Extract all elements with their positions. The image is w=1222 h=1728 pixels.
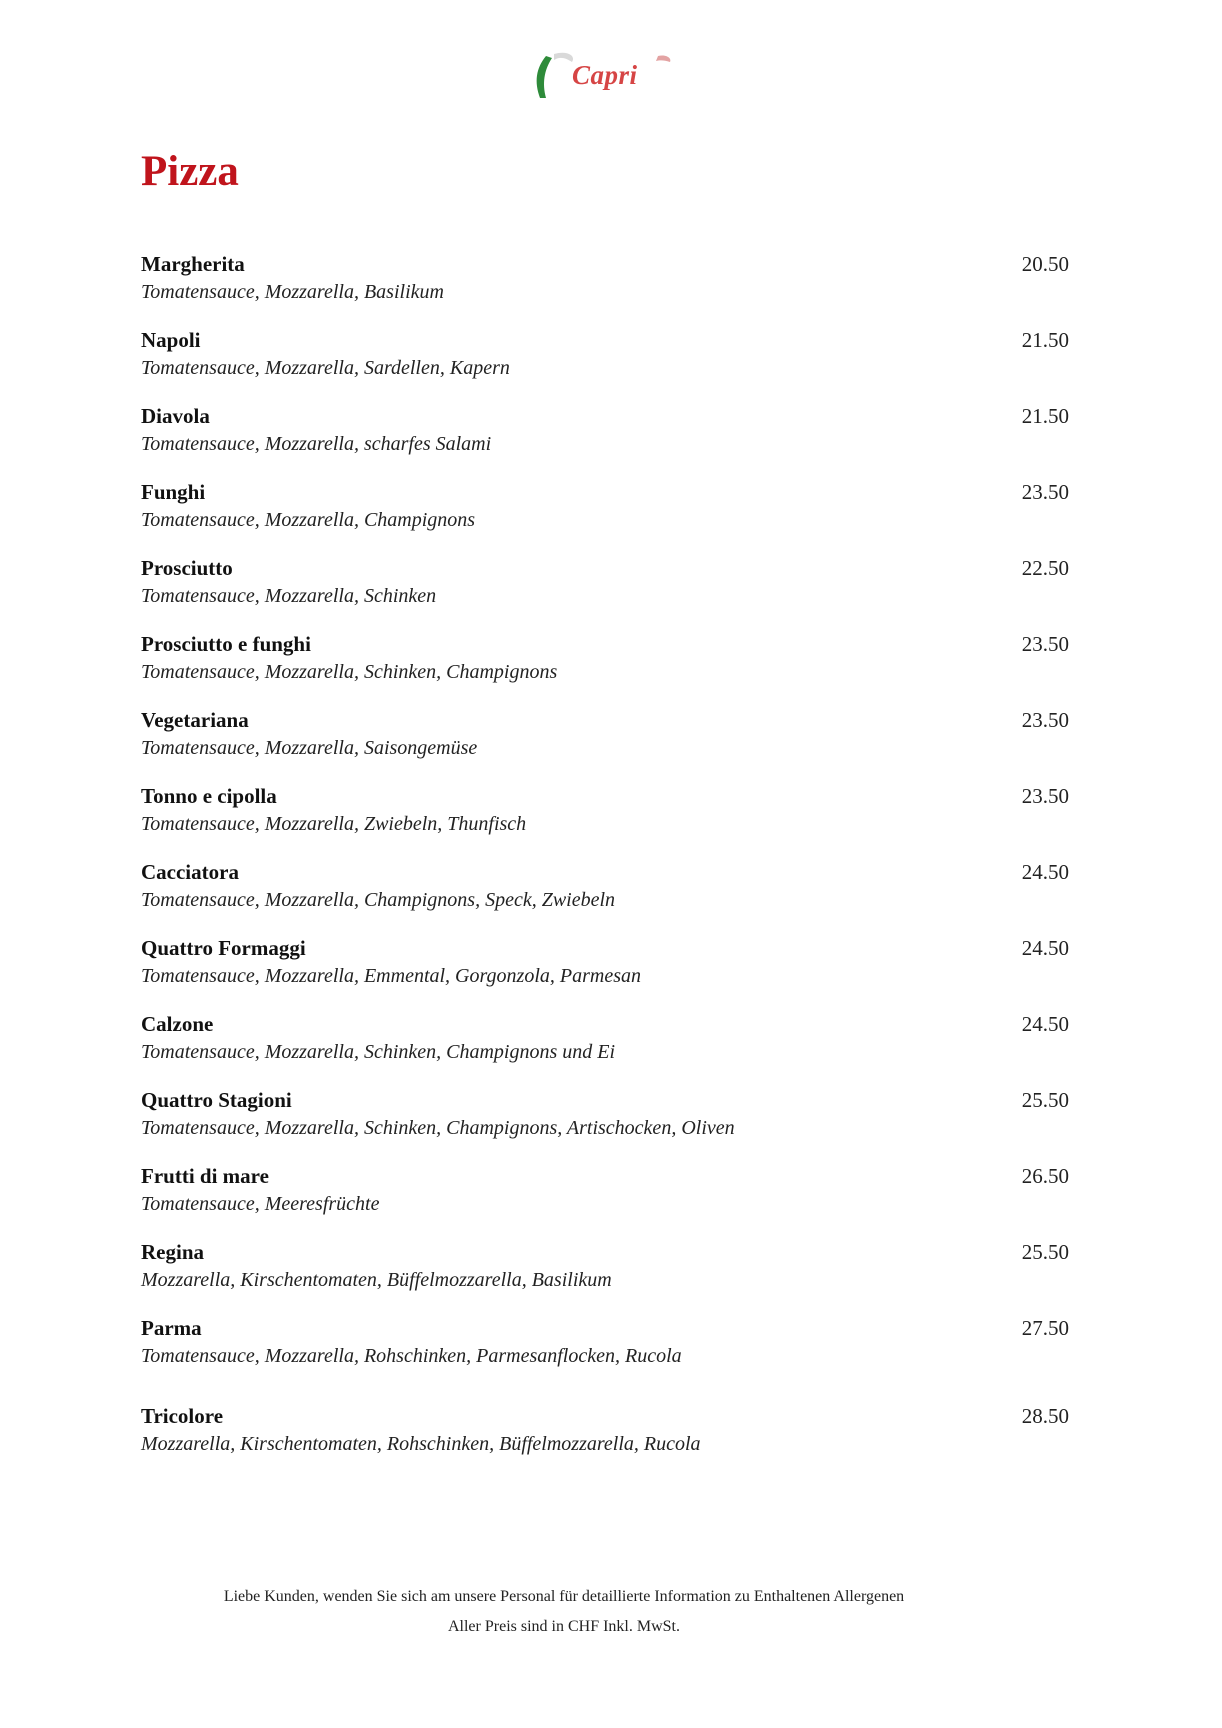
menu-item-price: 22.50 [1021, 556, 1069, 580]
menu-item-description: Tomatensauce, Mozzarella, Schinken [141, 585, 437, 607]
menu-item-description: Tomatensauce, Mozzarella, Zwiebeln, Thunfisch [141, 813, 527, 835]
menu-item [141, 630, 1069, 706]
menu-item-price: 25.50 [1021, 1240, 1069, 1264]
menu-item-price: 23.50 [1021, 480, 1069, 504]
menu-item [141, 934, 1069, 1010]
menu-item [141, 554, 1069, 630]
menu-item-description: Tomatensauce, Mozzarella, Sardellen, Kapern [141, 357, 510, 379]
menu-item-description: Tomatensauce, Mozzarella, Schinken, Champignons [141, 661, 558, 683]
menu-item-name: Cacciatora [141, 860, 239, 884]
menu-item [141, 1402, 1069, 1478]
menu-item-description: Mozzarella, Kirschentomaten, Büffelmozzarella, Basilikum [141, 1269, 612, 1291]
menu-item-description: Tomatensauce, Mozzarella, Basilikum [141, 281, 444, 303]
menu-item-name: Parma [141, 1316, 202, 1340]
menu-item-name: Napoli [141, 328, 201, 352]
menu-item-name: Calzone [141, 1012, 214, 1036]
menu-item [141, 326, 1069, 402]
menu-item-name: Diavola [141, 404, 210, 428]
menu-item-price: 23.50 [1021, 708, 1069, 732]
menu-item-description: Tomatensauce, Mozzarella, Champignons, Speck, Zwiebeln [141, 889, 616, 911]
menu-list [141, 250, 1069, 1478]
menu-item-price: 24.50 [1021, 860, 1069, 884]
menu-item-description: Tomatensauce, Mozzarella, Saisongemüse [141, 737, 478, 759]
menu-item-price: 21.50 [1021, 404, 1069, 428]
menu-item [141, 250, 1069, 326]
menu-item-name: Regina [141, 1240, 204, 1264]
menu-item-name: Quattro Stagioni [141, 1088, 292, 1112]
menu-item-description: Tomatensauce, Mozzarella, Champignons [141, 509, 476, 531]
menu-item-name: Vegetariana [141, 708, 249, 732]
menu-item-price: 23.50 [1021, 784, 1069, 808]
menu-item [141, 1010, 1069, 1086]
menu-item-description: Tomatensauce, Mozzarella, Emmental, Gorgonzola, Parmesan [141, 965, 641, 987]
menu-item-name: Funghi [141, 480, 206, 504]
menu-item [141, 402, 1069, 478]
menu-item-name: Tonno e cipolla [141, 784, 277, 808]
menu-item-description: Tomatensauce, Meeresfrüchte [141, 1193, 380, 1215]
menu-item [141, 782, 1069, 858]
menu-item-name: Prosciutto e funghi [141, 632, 311, 656]
menu-item [141, 1314, 1069, 1390]
menu-item [141, 1238, 1069, 1314]
menu-item-price: 20.50 [1021, 252, 1069, 276]
menu-item [141, 1162, 1069, 1238]
menu-item-name: Margherita [141, 252, 245, 276]
menu-item-name: Prosciutto [141, 556, 233, 580]
menu-item-price: 25.50 [1021, 1088, 1069, 1112]
menu-item-description: Tomatensauce, Mozzarella, Schinken, Champignons, Artischocken, Oliven [141, 1117, 735, 1139]
menu-item-price: 24.50 [1021, 936, 1069, 960]
logo-text: Capri [572, 60, 638, 90]
menu-item-price: 27.50 [1021, 1316, 1069, 1340]
menu-item-price: 23.50 [1021, 632, 1069, 656]
menu-item-description: Tomatensauce, Mozzarella, Schinken, Champignons und Ei [141, 1041, 616, 1063]
menu-item-name: Frutti di mare [141, 1164, 269, 1188]
menu-item-name: Tricolore [141, 1404, 224, 1428]
menu-item [141, 706, 1069, 782]
menu-item [141, 1086, 1069, 1162]
menu-item-price: 28.50 [1021, 1404, 1069, 1428]
menu-item-price: 21.50 [1021, 328, 1069, 352]
menu-item-description: Mozzarella, Kirschentomaten, Rohschinken, Büffelmozzarella, Rucola [141, 1433, 701, 1455]
allergen-notice: Liebe Kunden, wenden Sie sich am unsere Personal für detaillierte Information zu Enthaltenen Allergenen [223, 1588, 905, 1605]
menu-item [141, 478, 1069, 554]
menu-item-price: 26.50 [1021, 1164, 1069, 1188]
page-title: Pizza [141, 148, 239, 195]
menu-item-price: 24.50 [1021, 1012, 1069, 1036]
menu-item-name: Quattro Formaggi [141, 936, 306, 960]
menu-item-description: Tomatensauce, Mozzarella, Rohschinken, Parmesanflocken, Rucola [141, 1345, 682, 1367]
price-notice: Aller Preis sind in CHF Inkl. MwSt. [447, 1618, 680, 1635]
menu-item [141, 858, 1069, 934]
restaurant-logo [532, 52, 682, 110]
menu-item-description: Tomatensauce, Mozzarella, scharfes Salami [141, 433, 492, 455]
